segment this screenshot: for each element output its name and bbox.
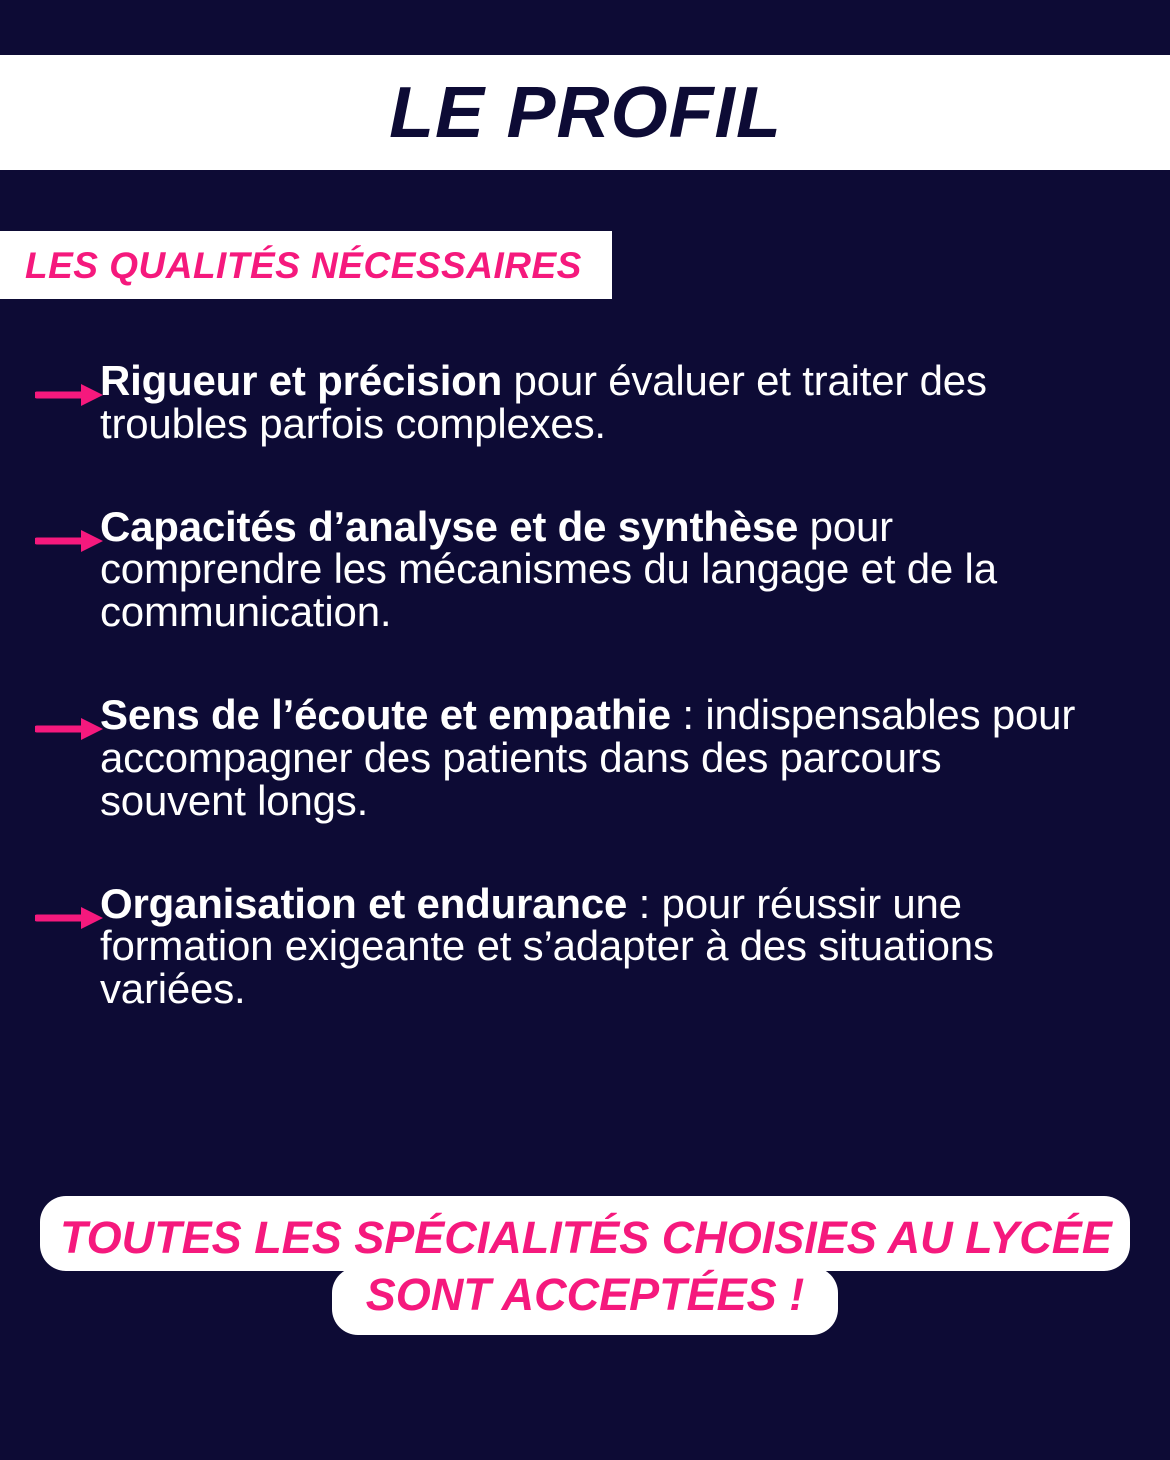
list-item-rest: : indispensables pour accompagner des patients dans des parcours souvent longs. xyxy=(100,691,1076,824)
list-item-rest: pour comprendre les mécanismes du langage et de la communication. xyxy=(100,502,997,636)
list-item xyxy=(0,879,1170,1013)
footer-line2: SONT ACCEPTÉES ! xyxy=(365,1269,805,1321)
list-item-text xyxy=(100,357,1170,447)
arrow-right-icon xyxy=(0,360,100,408)
list-item-text xyxy=(100,879,1170,1013)
list-item xyxy=(0,357,1170,447)
footer-line2-band xyxy=(332,1267,838,1334)
list-item-lead: Organisation et endurance xyxy=(100,879,628,927)
qualities-list xyxy=(0,357,1170,1071)
list-item-rest: pour évaluer et traiter des troubles parfois complexes. xyxy=(100,357,987,447)
arrow-right-icon xyxy=(0,883,100,931)
list-item-text xyxy=(100,502,1170,636)
footer-line2-wrap xyxy=(40,1267,1130,1334)
list-item xyxy=(0,691,1170,824)
header-band xyxy=(0,55,1170,170)
list-item xyxy=(0,502,1170,636)
section-subtitle: LES QUALITÉS NÉCESSAIRES xyxy=(25,244,582,286)
arrow-right-icon xyxy=(0,694,100,742)
list-item-text xyxy=(100,691,1170,824)
list-item-lead: Capacités d’analyse et de synthèse xyxy=(100,502,799,550)
list-item-lead: Sens de l’écoute et empathie xyxy=(100,691,671,739)
list-item-rest: : pour réussir une formation exigeante et s’adapter à des situations variées. xyxy=(100,879,994,1013)
list-item-lead: Rigueur et précision xyxy=(100,357,503,404)
footer-line1: TOUTES LES SPÉCIALITÉS CHOISIES AU LYCÉE xyxy=(60,1212,1112,1263)
footer-callout xyxy=(40,1196,1130,1335)
footer-line1-band xyxy=(40,1196,1130,1271)
arrow-right-icon xyxy=(0,506,100,554)
section-subtitle-band xyxy=(0,231,612,299)
page-title: LE PROFIL xyxy=(388,72,782,153)
